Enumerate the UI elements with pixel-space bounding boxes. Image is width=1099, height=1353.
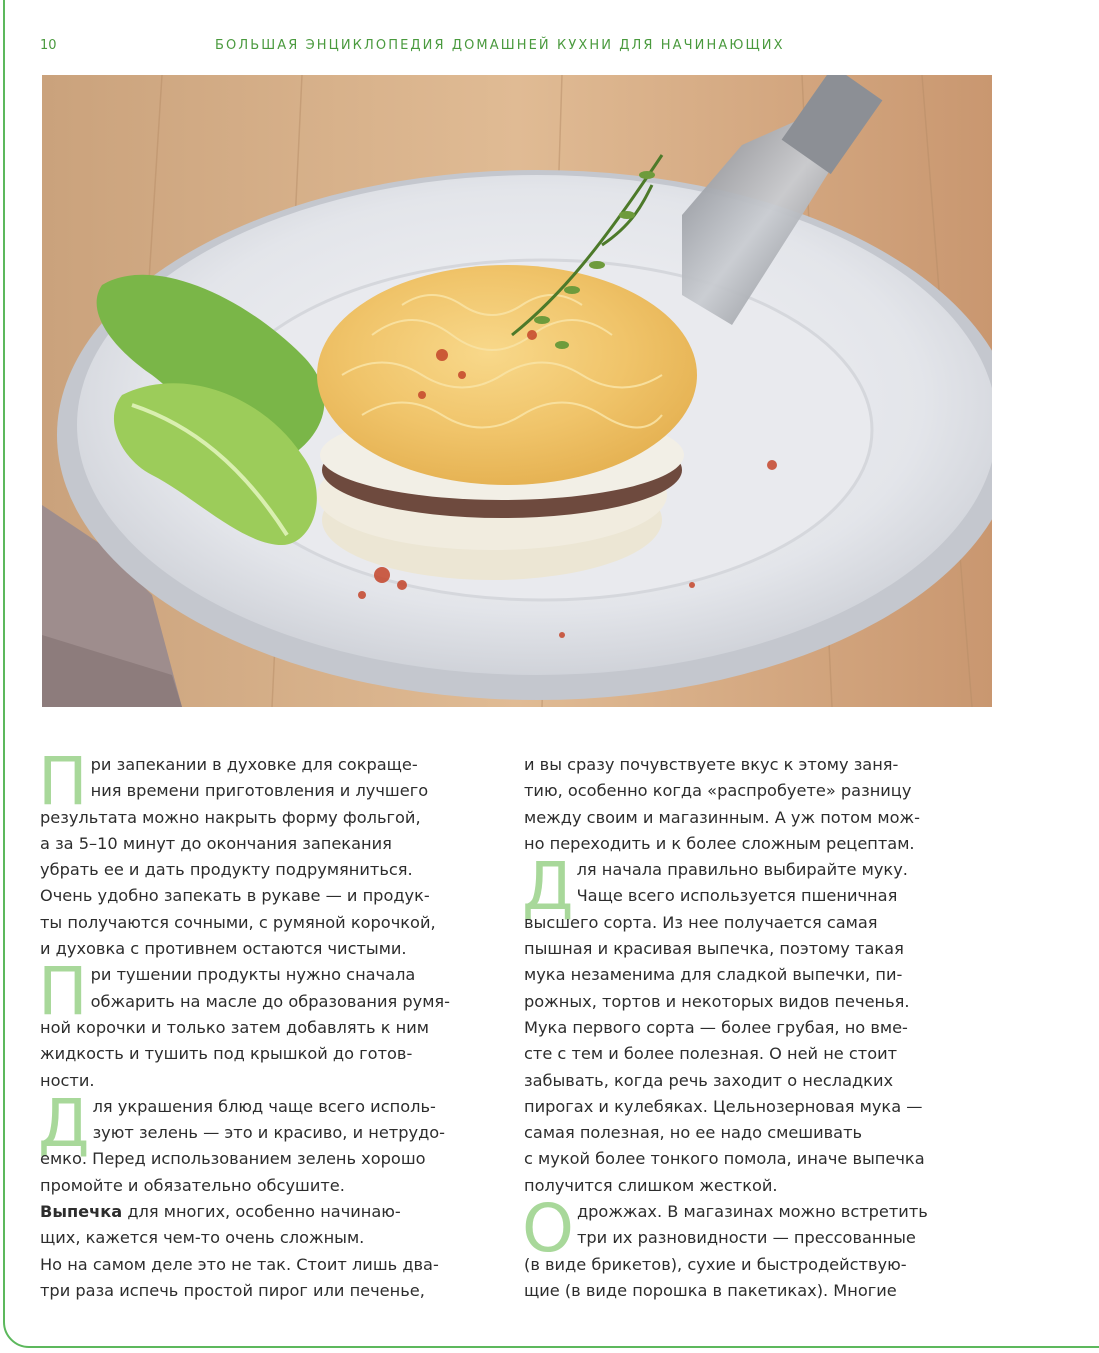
- paragraph-text: ля начала правильно выбирайте муку. Чаще всего используется пшеничная высшего сорта. Из нее получается самая пышная и красивая выпечка, поэтому такая мука незаменима для сладкой выпечки, пи- рожных, тортов и некоторых видов печенья. Мука первого сорта — более грубая, но вме- сте с тем и более полезная. О ней не стоит забывать, когда речь заходит о несладких пирогах и кулебяках. Цельнозерновая мука — самая полезная, но ее надо смешивать с мукой более тонкого помола, иначе выпечка получится слишком жесткой.: [524, 860, 925, 1195]
- right-column: [524, 752, 994, 1304]
- paragraph-text: дрожжах. В магазинах можно встретить три их разновидности — прессованные (в виде брикетов), сухие и быстродействую- щие (в виде порошка в пакетиках). Многие: [524, 1202, 928, 1300]
- bold-lead-word: Выпечка: [40, 1202, 123, 1222]
- food-photo-layered-salad-icon: [42, 75, 992, 707]
- page-number: 10: [40, 38, 57, 53]
- paragraph-yeast: [522, 1190, 994, 1304]
- food-photo: [42, 75, 992, 707]
- paragraph-text: ля украшения блюд чаще всего исполь- зуют зелень — это и красиво, и нетрудо- емко. Перед использованием зелень хорошо промойте и обязательно обсушите.: [40, 1096, 446, 1195]
- paragraph-text: и вы сразу почувствуете вкус к этому заня- тию, особенно когда «распробуете» разницу между своим и магазинным. А уж потом мож- но переходить и к более сложным рецептам.: [524, 755, 920, 853]
- drop-cap: П: [38, 743, 88, 820]
- paragraph-pastry: [40, 1199, 502, 1304]
- paragraph-text: ри запекании в духовке для сокраще- ния времени приготовления и лучшего результата можно накрыть форму фольгой, а за 5–10 минут до окончания запекания убрать ее и дать продукту подрумяниться. Очень удобно запекать в рукаве — и продук- ты получаются сочными, с румяной корочкой, и духовка с противнем остаются чистыми.: [40, 755, 436, 959]
- left-column: [38, 743, 502, 1304]
- drop-cap: Д: [522, 848, 574, 926]
- paragraph-baking-oven: [38, 743, 502, 962]
- paragraph-flour: [522, 848, 994, 1199]
- paragraph-pastry-continued: [524, 752, 994, 857]
- paragraph-text: ри тушении продукты нужно сначала обжарить на масле до образования румя- ной корочки и только затем добавлять к ним жидкость и тушить под крышкой до готов- ности.: [40, 965, 450, 1090]
- paragraph-stewing: [38, 953, 502, 1093]
- paragraph-text: для многих, особенно начинаю- щих, кажется чем-то очень сложным. Но на самом деле это не так. Стоит лишь два- три раза испечь простой пирог или печенье,: [40, 1202, 439, 1300]
- drop-cap: Д: [38, 1084, 90, 1162]
- paragraph-garnish: [38, 1084, 502, 1199]
- running-title: БОЛЬШАЯ ЭНЦИКЛОПЕДИЯ ДОМАШНЕЙ КУХНИ ДЛЯ НАЧИНАЮЩИХ: [215, 38, 785, 53]
- drop-cap: О: [522, 1190, 574, 1268]
- drop-cap: П: [38, 953, 88, 1031]
